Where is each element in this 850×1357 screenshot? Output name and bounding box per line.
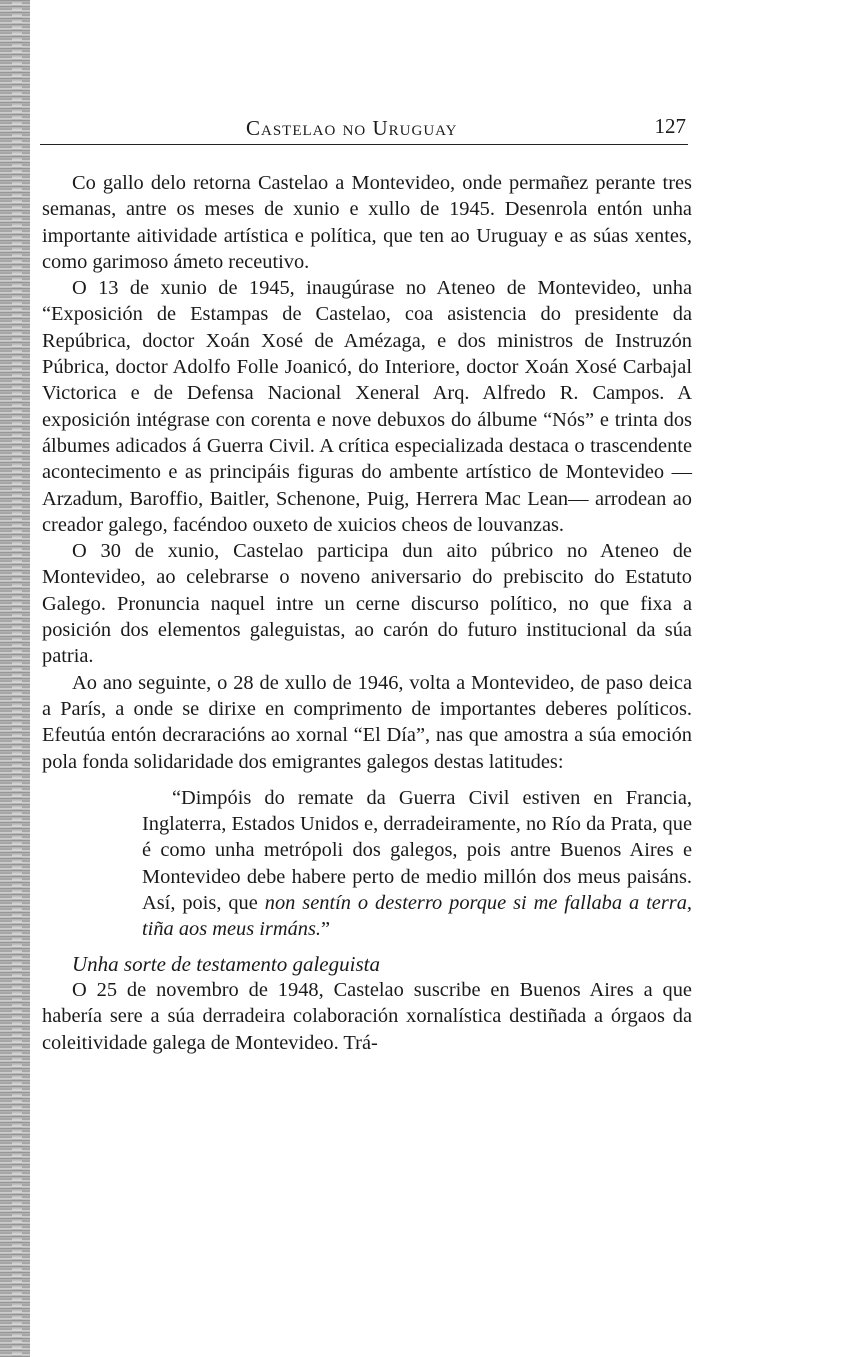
quote-close-mark: ” bbox=[321, 918, 331, 941]
paragraph-1: Co gallo delo retorna Castelao a Montevideo, onde permañez perante tres semanas, antre os meses de xunio e xullo de 1945. Desenrola entón unha importante aitividade artística e política, que ten ao Uruguay e as súas xentes, como garimoso ámeto receutivo. bbox=[42, 172, 692, 273]
block-quote bbox=[142, 785, 692, 943]
scanned-binding-edge bbox=[0, 0, 30, 1357]
page-number: 127 bbox=[654, 114, 686, 138]
paragraph-3: O 30 de xunio, Castelao participa dun aito púbrico no Ateneo de Montevideo, ao celebrarse o noveno aniversario do prebiscito do Estatuto Galego. Pronuncia naquel intre un cerne discurso político, no que fixa a posición dos elementos galeguistas, ao carón do futuro institucional da súa patria. bbox=[42, 540, 692, 668]
quote-italic-text: non sentín o desterro porque si me fallaba a terra, tiña aos meus irmáns. bbox=[142, 892, 693, 941]
running-header bbox=[40, 114, 688, 145]
running-title: Castelao no Uruguay bbox=[246, 116, 458, 140]
paragraph-4: Ao ano seguinte, o 28 de xullo de 1946, volta a Montevideo, de paso deica a París, a onde se dirixe en comprimento de importantes deberes políticos. Efeutúa entón decraracións ao xornal “El Día”, nas que amostra a súa emoción pola fonda solidaridade dos emigrantes galegos destas latitudes: bbox=[42, 671, 692, 773]
paragraph-5: O 25 de novembro de 1948, Castelao suscribe en Buenos Aires a que habería sere a súa derradeira colaboración xornalística destiñada a órgaos da coleitividade galega de Montevideo. Trá- bbox=[42, 978, 692, 1054]
page-body bbox=[42, 170, 692, 1056]
section-subheading: Unha sorte de testamento galeguista bbox=[72, 951, 380, 976]
paragraph-2: O 13 de xunio de 1945, inaugúrase no Ateneo de Montevideo, unha “Exposición de Estampas de Castelao, coa asistencia do presidente da Repúbrica, doctor Xoán Xosé de Amézaga, e dos ministros de Instruzón Púbrica, doctor Adolfo Folle Joanicó, do Interiore, doctor Xoán Xosé Carbajal Victorica e de Defensa Nacional Xeneral Arq. Alfredo R. Campos. A exposición intégrase con corenta e nove debuxos do álbume “Nós” e trinta dos álbumes adicados á Guerra Civil. A crítica especializada destaca o trascendente acontecimento e as principáis figuras do ambente artístico de Montevideo —Arzadum, Baroffio, Baitler, Schenone, Puig, Herrera Mac Lean— arrodean ao creador galego, facéndoo ouxeto de xuicios cheos de louvanzas. bbox=[42, 277, 692, 536]
quote-text: “Dimpóis do remate da Guerra Civil estiven en Francia, Inglaterra, Estados Unidos e, derradeiramente, no Río da Prata, que é como unha metrópoli dos galegos, pois antre Buenos Aires e Montevideo debe habere perto de medio millón dos meus paisáns. Así, pois, que bbox=[142, 786, 692, 915]
